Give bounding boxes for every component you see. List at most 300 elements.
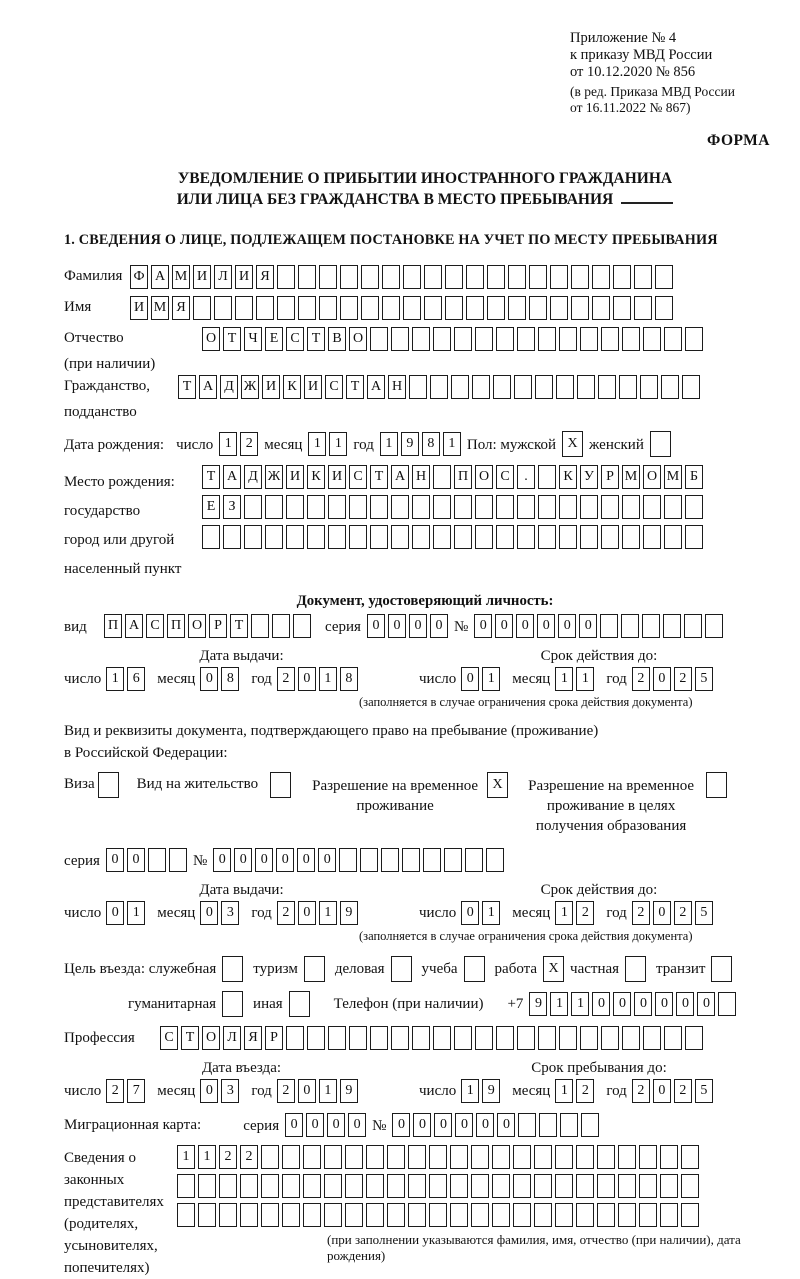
char-cell[interactable]: X — [543, 956, 564, 982]
char-cell[interactable] — [340, 265, 358, 289]
char-cell[interactable] — [286, 1026, 304, 1050]
char-cell[interactable] — [424, 296, 442, 320]
char-cell[interactable]: А — [391, 465, 409, 489]
char-cell[interactable] — [576, 1145, 594, 1169]
char-cell[interactable] — [601, 327, 619, 351]
char-cell[interactable]: П — [454, 465, 472, 489]
char-cell[interactable]: 1 — [319, 901, 337, 925]
surname-cells[interactable] — [130, 265, 673, 289]
char-cell[interactable]: О — [643, 465, 661, 489]
char-cell[interactable]: Д — [220, 375, 238, 399]
char-cell[interactable]: 1 — [106, 667, 124, 691]
char-cell[interactable]: Р — [601, 465, 619, 489]
char-cell[interactable]: 0 — [200, 667, 218, 691]
char-cell[interactable] — [508, 265, 526, 289]
char-cell[interactable]: 0 — [413, 1113, 431, 1137]
char-cell[interactable] — [571, 296, 589, 320]
char-cell[interactable]: 0 — [200, 901, 218, 925]
char-cell[interactable]: Т — [230, 614, 248, 638]
char-cell[interactable] — [450, 1203, 468, 1227]
char-cell[interactable]: 0 — [234, 848, 252, 872]
char-cell[interactable]: 1 — [329, 432, 347, 456]
char-cell[interactable]: X — [487, 772, 508, 798]
char-cell[interactable] — [660, 1174, 678, 1198]
char-cell[interactable] — [621, 614, 639, 638]
char-cell[interactable] — [408, 1203, 426, 1227]
char-cell[interactable]: О — [202, 327, 220, 351]
char-cell[interactable]: И — [328, 465, 346, 489]
char-cell[interactable]: 0 — [298, 667, 316, 691]
char-cell[interactable]: З — [223, 495, 241, 519]
birth-month-cells[interactable] — [308, 432, 347, 456]
char-cell[interactable] — [643, 495, 661, 519]
char-cell[interactable]: М — [172, 265, 190, 289]
stay-day-cells[interactable] — [461, 1079, 500, 1103]
char-cell[interactable]: С — [349, 465, 367, 489]
char-cell[interactable] — [471, 1174, 489, 1198]
char-cell[interactable]: П — [104, 614, 122, 638]
char-cell[interactable]: 1 — [319, 667, 337, 691]
char-cell[interactable]: 2 — [277, 667, 295, 691]
char-cell[interactable] — [177, 1203, 195, 1227]
char-cell[interactable] — [475, 495, 493, 519]
char-cell[interactable]: Т — [181, 1026, 199, 1050]
char-cell[interactable] — [277, 296, 295, 320]
char-cell[interactable] — [382, 296, 400, 320]
char-cell[interactable]: 0 — [653, 901, 671, 925]
birth-year-cells[interactable] — [380, 432, 461, 456]
char-cell[interactable] — [613, 296, 631, 320]
char-cell[interactable]: 0 — [461, 901, 479, 925]
char-cell[interactable]: 1 — [555, 1079, 573, 1103]
representatives-row3-cells[interactable] — [177, 1203, 786, 1227]
char-cell[interactable] — [684, 614, 702, 638]
char-cell[interactable]: 0 — [106, 901, 124, 925]
char-cell[interactable]: И — [235, 265, 253, 289]
char-cell[interactable] — [571, 265, 589, 289]
char-cell[interactable] — [148, 848, 166, 872]
char-cell[interactable] — [682, 375, 700, 399]
char-cell[interactable] — [492, 1203, 510, 1227]
char-cell[interactable] — [508, 296, 526, 320]
char-cell[interactable] — [261, 1174, 279, 1198]
char-cell[interactable] — [298, 296, 316, 320]
firstname-cells[interactable] — [130, 296, 673, 320]
char-cell[interactable] — [640, 375, 658, 399]
char-cell[interactable] — [430, 375, 448, 399]
char-cell[interactable]: Т — [370, 465, 388, 489]
char-cell[interactable] — [664, 1026, 682, 1050]
permit-issue-day-cells[interactable] — [106, 901, 145, 925]
char-cell[interactable] — [433, 327, 451, 351]
char-cell[interactable]: 1 — [482, 667, 500, 691]
char-cell[interactable] — [286, 525, 304, 549]
char-cell[interactable]: Е — [202, 495, 220, 519]
char-cell[interactable]: 2 — [674, 1079, 692, 1103]
sex-female-checkbox[interactable] — [650, 431, 671, 457]
char-cell[interactable]: 0 — [697, 992, 715, 1016]
char-cell[interactable]: 2 — [674, 667, 692, 691]
char-cell[interactable] — [328, 495, 346, 519]
char-cell[interactable] — [403, 265, 421, 289]
char-cell[interactable] — [576, 1174, 594, 1198]
char-cell[interactable]: 0 — [455, 1113, 473, 1137]
char-cell[interactable] — [529, 296, 547, 320]
char-cell[interactable] — [622, 1026, 640, 1050]
char-cell[interactable] — [613, 265, 631, 289]
char-cell[interactable] — [429, 1174, 447, 1198]
birthplace-row2-cells[interactable] — [202, 495, 703, 519]
char-cell[interactable]: И — [286, 465, 304, 489]
char-cell[interactable]: 2 — [632, 1079, 650, 1103]
char-cell[interactable] — [222, 956, 243, 982]
char-cell[interactable] — [381, 848, 399, 872]
char-cell[interactable] — [685, 525, 703, 549]
char-cell[interactable] — [444, 848, 462, 872]
char-cell[interactable] — [538, 327, 556, 351]
permit-issue-month-cells[interactable] — [200, 901, 239, 925]
char-cell[interactable]: 1 — [571, 992, 589, 1016]
char-cell[interactable] — [535, 375, 553, 399]
patronymic-cells[interactable] — [202, 327, 703, 351]
char-cell[interactable] — [235, 296, 253, 320]
char-cell[interactable] — [601, 525, 619, 549]
char-cell[interactable] — [282, 1145, 300, 1169]
char-cell[interactable]: 1 — [555, 667, 573, 691]
char-cell[interactable]: Л — [223, 1026, 241, 1050]
profession-cells[interactable] — [160, 1026, 703, 1050]
char-cell[interactable] — [643, 1026, 661, 1050]
permit-number-cells[interactable] — [213, 848, 504, 872]
char-cell[interactable]: В — [328, 327, 346, 351]
char-cell[interactable]: И — [193, 265, 211, 289]
representatives-row2-cells[interactable] — [177, 1174, 786, 1198]
char-cell[interactable] — [560, 1113, 578, 1137]
doc-expiry-month-cells[interactable] — [555, 667, 594, 691]
char-cell[interactable] — [681, 1174, 699, 1198]
char-cell[interactable] — [391, 956, 412, 982]
birthplace-row1-cells[interactable] — [202, 465, 703, 489]
char-cell[interactable] — [412, 495, 430, 519]
char-cell[interactable] — [370, 525, 388, 549]
char-cell[interactable]: 1 — [219, 432, 237, 456]
char-cell[interactable] — [277, 265, 295, 289]
char-cell[interactable]: С — [160, 1026, 178, 1050]
char-cell[interactable]: Н — [412, 465, 430, 489]
char-cell[interactable] — [550, 296, 568, 320]
char-cell[interactable]: Б — [685, 465, 703, 489]
edu-residence-checkbox[interactable] — [706, 772, 727, 798]
char-cell[interactable] — [517, 525, 535, 549]
char-cell[interactable]: 0 — [579, 614, 597, 638]
char-cell[interactable]: А — [199, 375, 217, 399]
char-cell[interactable]: Р — [265, 1026, 283, 1050]
char-cell[interactable] — [559, 525, 577, 549]
char-cell[interactable] — [454, 327, 472, 351]
char-cell[interactable]: 0 — [327, 1113, 345, 1137]
char-cell[interactable] — [450, 1174, 468, 1198]
char-cell[interactable]: Я — [172, 296, 190, 320]
char-cell[interactable] — [471, 1203, 489, 1227]
char-cell[interactable]: 0 — [127, 848, 145, 872]
char-cell[interactable]: 8 — [221, 667, 239, 691]
char-cell[interactable] — [538, 495, 556, 519]
char-cell[interactable]: 0 — [276, 848, 294, 872]
char-cell[interactable] — [472, 375, 490, 399]
char-cell[interactable] — [555, 1203, 573, 1227]
char-cell[interactable] — [580, 495, 598, 519]
char-cell[interactable] — [597, 1145, 615, 1169]
char-cell[interactable]: 0 — [213, 848, 231, 872]
doc-issue-day-cells[interactable] — [106, 667, 145, 691]
char-cell[interactable] — [219, 1174, 237, 1198]
char-cell[interactable] — [240, 1203, 258, 1227]
char-cell[interactable]: Т — [223, 327, 241, 351]
char-cell[interactable] — [706, 772, 727, 798]
doc-issue-month-cells[interactable] — [200, 667, 239, 691]
char-cell[interactable] — [349, 1026, 367, 1050]
char-cell[interactable] — [345, 1145, 363, 1169]
char-cell[interactable] — [244, 525, 262, 549]
residence-permit-checkbox[interactable] — [270, 772, 291, 798]
char-cell[interactable]: И — [304, 375, 322, 399]
char-cell[interactable]: 0 — [430, 614, 448, 638]
char-cell[interactable] — [642, 614, 660, 638]
char-cell[interactable]: А — [125, 614, 143, 638]
char-cell[interactable] — [370, 327, 388, 351]
char-cell[interactable]: 0 — [298, 1079, 316, 1103]
char-cell[interactable] — [307, 1026, 325, 1050]
char-cell[interactable]: 9 — [340, 901, 358, 925]
char-cell[interactable] — [475, 1026, 493, 1050]
char-cell[interactable]: 0 — [409, 614, 427, 638]
char-cell[interactable] — [429, 1203, 447, 1227]
char-cell[interactable] — [304, 956, 325, 982]
char-cell[interactable] — [580, 525, 598, 549]
char-cell[interactable]: 0 — [653, 667, 671, 691]
char-cell[interactable] — [361, 265, 379, 289]
char-cell[interactable]: 8 — [340, 667, 358, 691]
char-cell[interactable]: 0 — [495, 614, 513, 638]
char-cell[interactable]: Т — [202, 465, 220, 489]
char-cell[interactable] — [655, 265, 673, 289]
char-cell[interactable]: 1 — [576, 667, 594, 691]
char-cell[interactable] — [286, 495, 304, 519]
char-cell[interactable] — [496, 495, 514, 519]
char-cell[interactable]: 0 — [537, 614, 555, 638]
char-cell[interactable] — [555, 1145, 573, 1169]
char-cell[interactable]: К — [559, 465, 577, 489]
char-cell[interactable] — [423, 848, 441, 872]
char-cell[interactable] — [345, 1174, 363, 1198]
char-cell[interactable] — [324, 1174, 342, 1198]
char-cell[interactable] — [272, 614, 290, 638]
mc-number-cells[interactable] — [392, 1113, 599, 1137]
char-cell[interactable] — [340, 296, 358, 320]
purpose-tourism-checkbox[interactable] — [304, 956, 325, 982]
char-cell[interactable] — [270, 772, 291, 798]
char-cell[interactable]: 1 — [550, 992, 568, 1016]
char-cell[interactable] — [718, 992, 736, 1016]
char-cell[interactable] — [556, 375, 574, 399]
mc-series-cells[interactable] — [285, 1113, 366, 1137]
char-cell[interactable] — [685, 1026, 703, 1050]
char-cell[interactable]: С — [325, 375, 343, 399]
char-cell[interactable]: 3 — [221, 1079, 239, 1103]
char-cell[interactable]: 2 — [277, 1079, 295, 1103]
char-cell[interactable]: М — [151, 296, 169, 320]
char-cell[interactable]: А — [151, 265, 169, 289]
char-cell[interactable]: Т — [178, 375, 196, 399]
char-cell[interactable] — [559, 327, 577, 351]
char-cell[interactable]: Ч — [244, 327, 262, 351]
char-cell[interactable] — [639, 1145, 657, 1169]
doc-number-cells[interactable] — [474, 614, 723, 638]
char-cell[interactable] — [487, 265, 505, 289]
char-cell[interactable]: Е — [265, 327, 283, 351]
purpose-official-checkbox[interactable] — [222, 956, 243, 982]
char-cell[interactable]: 2 — [674, 901, 692, 925]
char-cell[interactable]: Я — [256, 265, 274, 289]
permit-expiry-day-cells[interactable] — [461, 901, 500, 925]
char-cell[interactable]: 9 — [482, 1079, 500, 1103]
char-cell[interactable]: 9 — [340, 1079, 358, 1103]
char-cell[interactable] — [424, 265, 442, 289]
char-cell[interactable]: 1 — [198, 1145, 216, 1169]
char-cell[interactable] — [643, 327, 661, 351]
char-cell[interactable]: Т — [346, 375, 364, 399]
char-cell[interactable]: М — [664, 465, 682, 489]
char-cell[interactable] — [518, 1113, 536, 1137]
char-cell[interactable] — [513, 1145, 531, 1169]
char-cell[interactable]: 1 — [308, 432, 326, 456]
char-cell[interactable] — [660, 1145, 678, 1169]
entry-month-cells[interactable] — [200, 1079, 239, 1103]
char-cell[interactable] — [475, 525, 493, 549]
char-cell[interactable] — [219, 1203, 237, 1227]
char-cell[interactable] — [529, 265, 547, 289]
char-cell[interactable] — [282, 1174, 300, 1198]
char-cell[interactable] — [293, 614, 311, 638]
char-cell[interactable] — [464, 956, 485, 982]
char-cell[interactable]: 0 — [392, 1113, 410, 1137]
char-cell[interactable]: 0 — [298, 901, 316, 925]
char-cell[interactable]: 0 — [497, 1113, 515, 1137]
birth-day-cells[interactable] — [219, 432, 258, 456]
char-cell[interactable] — [559, 1026, 577, 1050]
purpose-study-checkbox[interactable] — [464, 956, 485, 982]
char-cell[interactable] — [223, 525, 241, 549]
char-cell[interactable] — [597, 1203, 615, 1227]
char-cell[interactable] — [618, 1174, 636, 1198]
entry-day-cells[interactable] — [106, 1079, 145, 1103]
char-cell[interactable]: 5 — [695, 901, 713, 925]
char-cell[interactable]: Т — [307, 327, 325, 351]
char-cell[interactable] — [307, 525, 325, 549]
char-cell[interactable]: О — [475, 465, 493, 489]
char-cell[interactable]: 1 — [127, 901, 145, 925]
char-cell[interactable] — [433, 495, 451, 519]
char-cell[interactable] — [402, 848, 420, 872]
char-cell[interactable]: 1 — [443, 432, 461, 456]
char-cell[interactable] — [261, 1145, 279, 1169]
char-cell[interactable] — [349, 495, 367, 519]
char-cell[interactable] — [289, 991, 310, 1017]
char-cell[interactable]: 0 — [476, 1113, 494, 1137]
char-cell[interactable] — [303, 1174, 321, 1198]
char-cell[interactable]: С — [146, 614, 164, 638]
char-cell[interactable] — [580, 327, 598, 351]
char-cell[interactable] — [265, 525, 283, 549]
stay-year-cells[interactable] — [632, 1079, 713, 1103]
char-cell[interactable] — [198, 1203, 216, 1227]
sex-male-checkbox[interactable] — [562, 431, 583, 457]
char-cell[interactable] — [581, 1113, 599, 1137]
char-cell[interactable] — [492, 1145, 510, 1169]
char-cell[interactable]: 0 — [676, 992, 694, 1016]
char-cell[interactable] — [619, 375, 637, 399]
char-cell[interactable]: Д — [244, 465, 262, 489]
char-cell[interactable] — [298, 265, 316, 289]
char-cell[interactable]: С — [496, 465, 514, 489]
char-cell[interactable] — [409, 375, 427, 399]
char-cell[interactable]: 0 — [516, 614, 534, 638]
char-cell[interactable]: 1 — [555, 901, 573, 925]
char-cell[interactable]: И — [130, 296, 148, 320]
char-cell[interactable] — [339, 848, 357, 872]
char-cell[interactable] — [685, 495, 703, 519]
char-cell[interactable]: 0 — [613, 992, 631, 1016]
char-cell[interactable] — [538, 525, 556, 549]
char-cell[interactable]: 5 — [695, 667, 713, 691]
char-cell[interactable] — [303, 1203, 321, 1227]
char-cell[interactable]: X — [562, 431, 583, 457]
representatives-row1-cells[interactable] — [177, 1145, 786, 1169]
char-cell[interactable] — [600, 614, 618, 638]
char-cell[interactable]: 0 — [388, 614, 406, 638]
char-cell[interactable]: 9 — [529, 992, 547, 1016]
char-cell[interactable]: 5 — [695, 1079, 713, 1103]
char-cell[interactable]: . — [517, 465, 535, 489]
char-cell[interactable] — [198, 1174, 216, 1198]
char-cell[interactable] — [471, 1145, 489, 1169]
char-cell[interactable]: Р — [209, 614, 227, 638]
char-cell[interactable]: П — [167, 614, 185, 638]
char-cell[interactable] — [513, 1203, 531, 1227]
char-cell[interactable] — [663, 614, 681, 638]
permit-expiry-month-cells[interactable] — [555, 901, 594, 925]
char-cell[interactable] — [370, 495, 388, 519]
char-cell[interactable]: 0 — [655, 992, 673, 1016]
char-cell[interactable] — [387, 1174, 405, 1198]
char-cell[interactable]: С — [286, 327, 304, 351]
char-cell[interactable] — [282, 1203, 300, 1227]
char-cell[interactable]: 0 — [367, 614, 385, 638]
doc-expiry-year-cells[interactable] — [632, 667, 713, 691]
char-cell[interactable]: 2 — [240, 1145, 258, 1169]
char-cell[interactable] — [366, 1203, 384, 1227]
char-cell[interactable] — [391, 327, 409, 351]
citizenship-cells[interactable] — [178, 375, 700, 399]
char-cell[interactable] — [664, 525, 682, 549]
char-cell[interactable] — [391, 495, 409, 519]
char-cell[interactable] — [650, 431, 671, 457]
char-cell[interactable] — [685, 327, 703, 351]
char-cell[interactable] — [328, 525, 346, 549]
purpose-transit-checkbox[interactable] — [711, 956, 732, 982]
char-cell[interactable]: Н — [388, 375, 406, 399]
char-cell[interactable] — [450, 1145, 468, 1169]
